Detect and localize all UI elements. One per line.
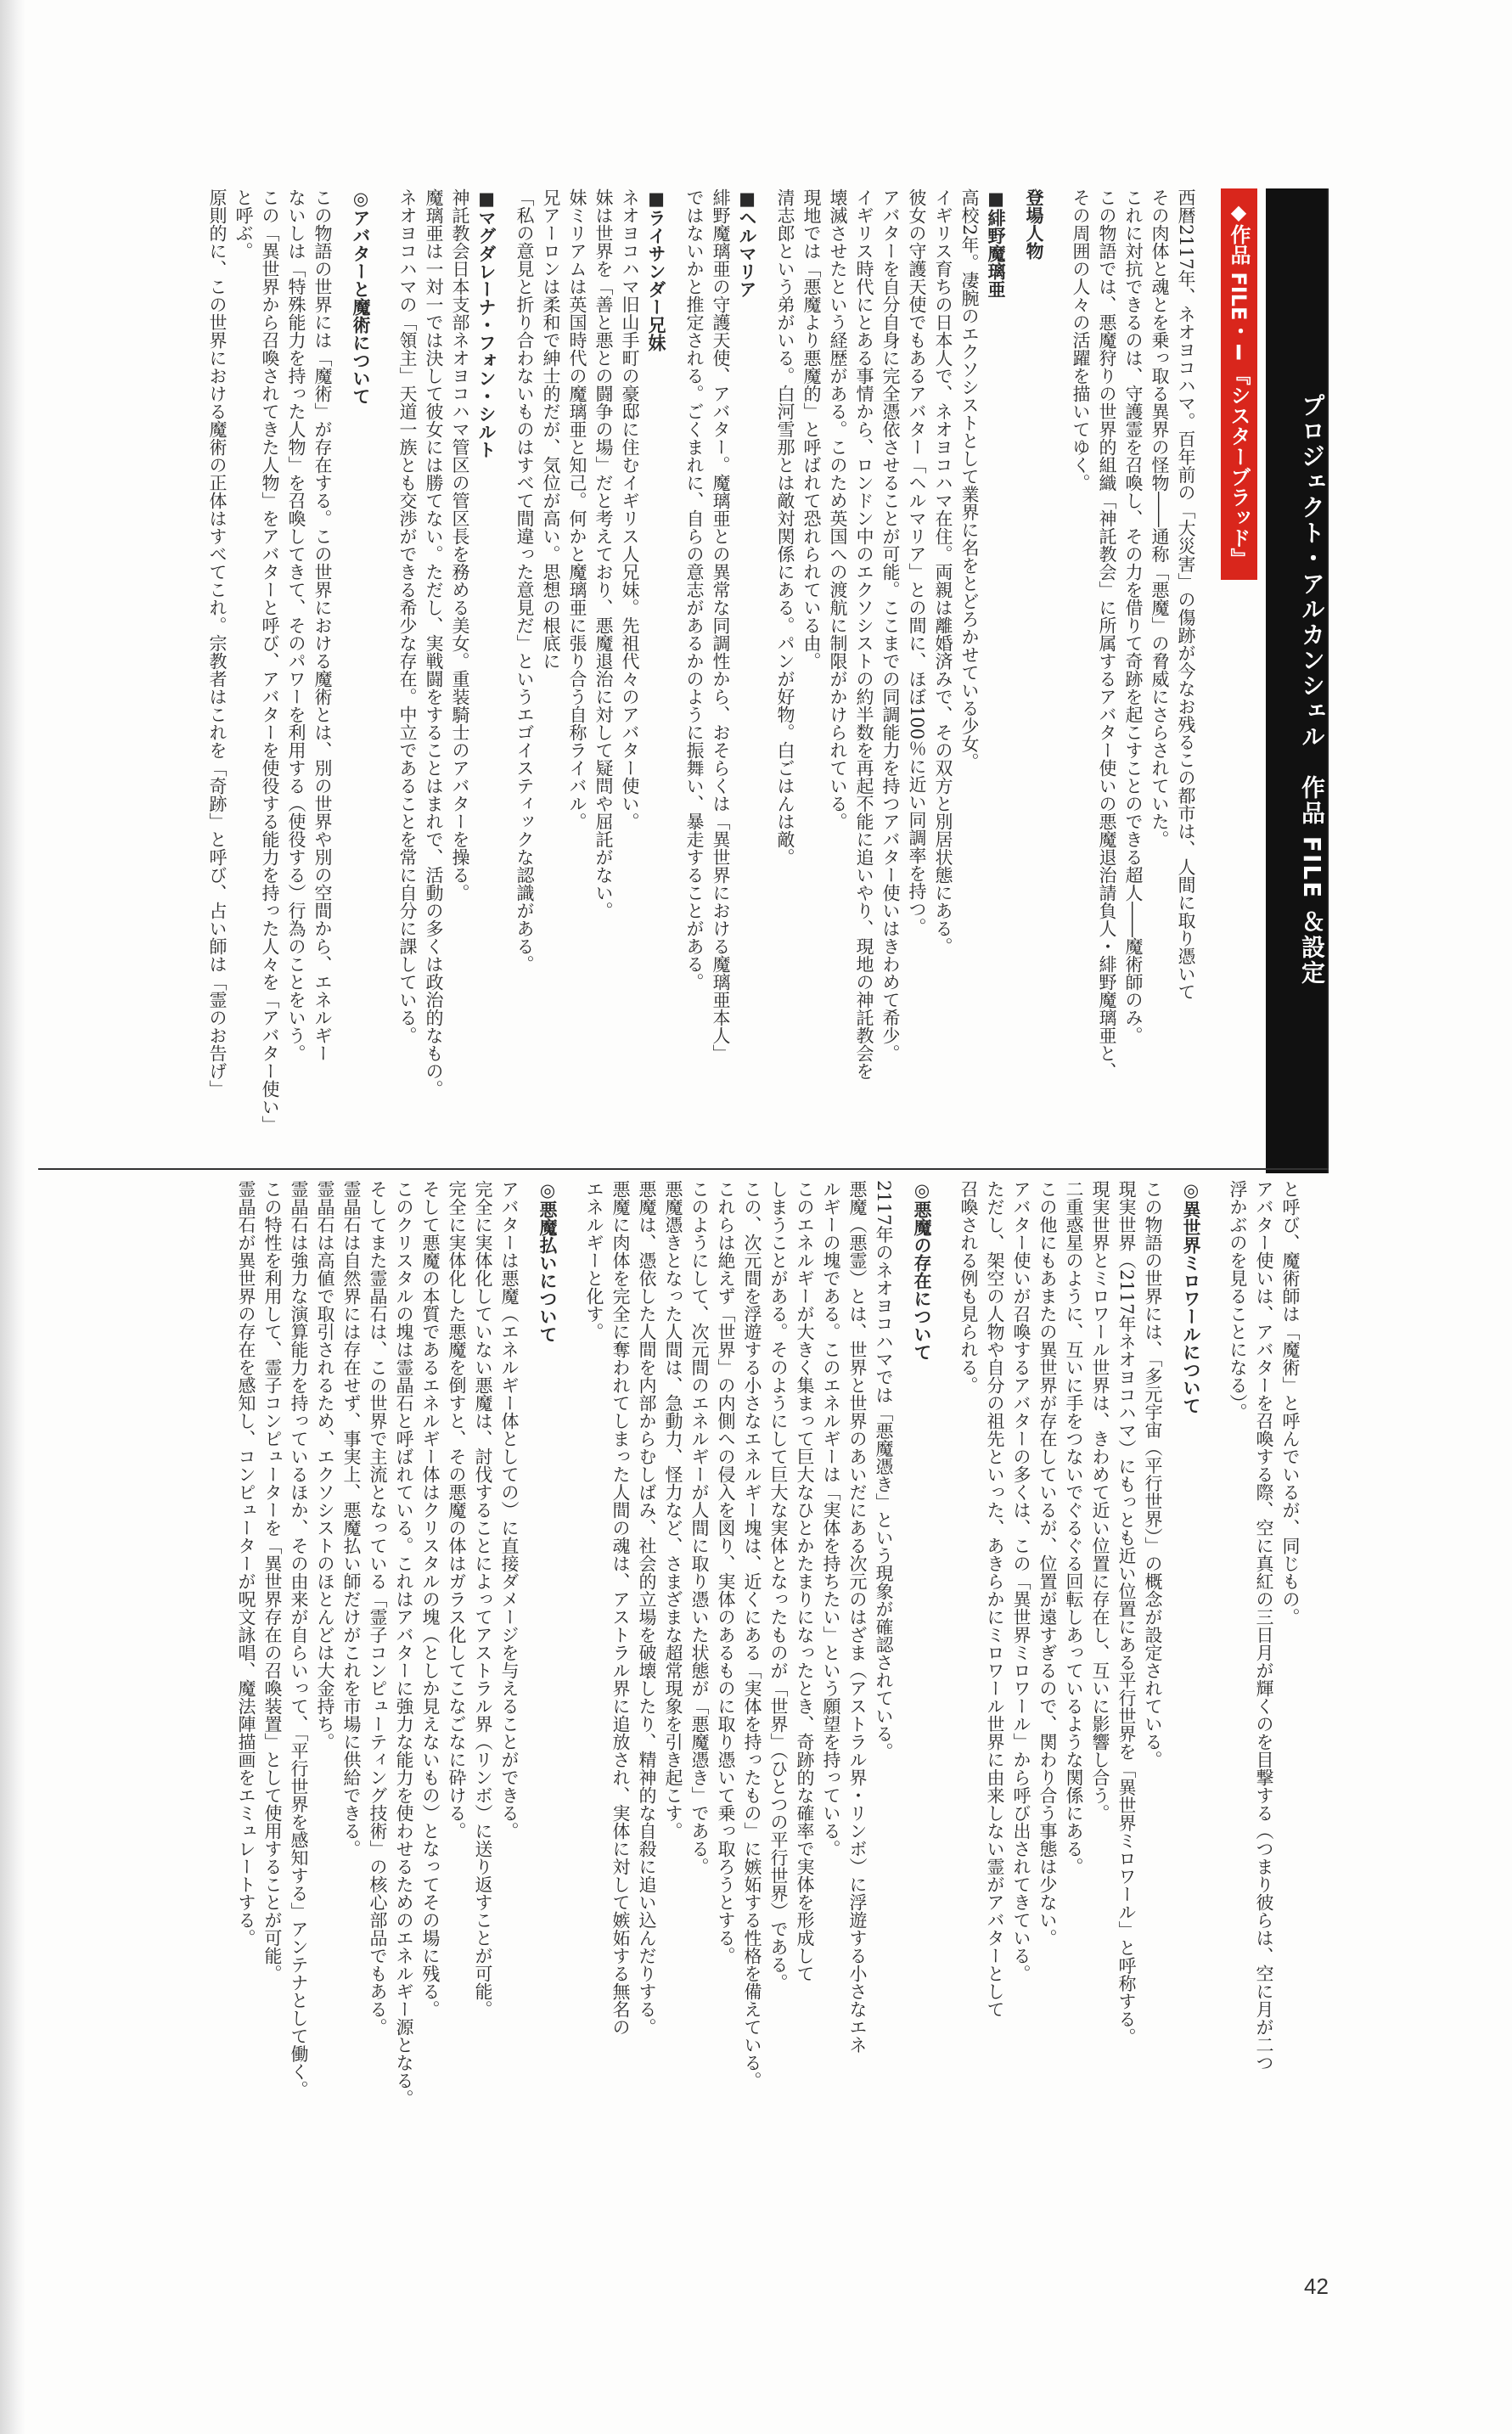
top-section	[38, 188, 1329, 1173]
demon-line: この、次元間を浮遊する小さなエネルギー塊は、近くにある「実体を持ったもの」に嫉妬する性格を備えている。	[742, 1180, 762, 2089]
character-line: 「私の意見と折り合わないものはすべて間違った意見だ」というエゴイスティックな認識がある。	[514, 188, 535, 973]
avatar-line: と呼ぶ。	[233, 188, 254, 260]
continued-line: アバター使いは、アバターを召喚する際、空に真紅の三日月が輝くのを目撃する（つまり彼らは、空に月が二つ	[1254, 1180, 1274, 2071]
character-line: 清志郎という弟がいる。白河雪那とは敵対関係にある。パンが好物。白ごはんは敵。	[775, 188, 795, 866]
exorcism-line: 完全に実体化していない悪魔は、討伐することによってアストラル界（リンボ）に送り返すことが可能。	[473, 1180, 493, 2018]
exorcism-line: そしてまた霊晶石は、この世界で主流となっている「霊子コンピューティング技術」の核心部品でもある。	[368, 1180, 388, 2036]
exorcism-line: このクリスタルの塊は霊晶石と呼ばれている。これはアバターに強力な能力を使わせるためのエネルギー源となる。	[394, 1180, 414, 2107]
demon-heading: ◎悪魔の存在について	[912, 1180, 932, 1361]
characters-heading: 登場人物	[1024, 188, 1044, 260]
exorcism-line: 霊晶石は自然界には存在せず、事実上、悪魔払い師だけがこれを市場に供給できる。	[341, 1180, 362, 1858]
demon-line: 2117年のネオヨコハマでは「悪魔憑き」という現象が確認されている。	[874, 1180, 894, 1761]
demon-line: ルギーの塊である。このエネルギーは「実体を持ちたい」という願望を持っている。	[821, 1180, 841, 1858]
intro-line: 西暦2117年、ネオヨコハマ。百年前の「大災害」の傷跡が今なお残るこの都市は、人間に取り憑いて	[1176, 188, 1196, 1001]
section-header	[1266, 188, 1329, 1173]
mirowall-line: 召喚される例も見られる。	[958, 1180, 979, 1394]
character-name: ■ヘルマリア	[737, 188, 757, 298]
exorcism-heading: ◎悪魔払いについて	[537, 1180, 558, 1343]
demon-line: しまうことがある。そのようにして巨大な実体となったものが「世界」（ひとつの平行世界）である。	[768, 1180, 789, 1992]
work-file-tag: ◆作品 FILE・Ⅰ『シスターブラッド』	[1221, 188, 1257, 580]
character-name: ■緋野魔璃亜	[986, 188, 1006, 298]
bottom-columns	[233, 1180, 1303, 2207]
intro-line: この物語では、悪魔狩りの世界的組織「神託教会」に所属するアバター使いの悪魔退治請負人・緋野魔璃亜と、	[1097, 188, 1117, 1080]
character-line: 高校2年。凄腕のエクソシストとして業界に名をとどろかせている少女。	[959, 188, 980, 771]
character-line: 壊滅させたという経歴がある。このため英国への渡航に制限がかけられている。	[828, 188, 848, 830]
demon-line: 悪魔憑きとなった人間は、急動力、怪力など、さまざまな超常現象を引き起こす。	[663, 1180, 683, 1840]
section-divider	[38, 1168, 1329, 1170]
demon-line: このエネルギーが大きく集まって巨大なひとかたまりになったとき、奇跡的な確率で実体を形成して	[795, 1180, 815, 1982]
mirowall-line: ただし、架空の人物や自分の祖先といった、あきらかにミロワール世界に由来しない霊がアバターとして	[985, 1180, 1005, 2018]
character-name: ■マグダレーナ・フォン・シルト	[476, 188, 497, 458]
avatar-line: 原則的に、この世界における魔術の正体はすべてこれ。宗教者はこれを「奇跡」と呼び、占い師は「霊のお告げ」	[207, 188, 228, 1098]
intro-line: その周囲の人々の活躍を描いてゆく。	[1071, 188, 1091, 492]
demon-line: エネルギーと化す。	[584, 1180, 604, 1341]
character-line: 神託教会日本支部ネオヨコハマ管区の管区長を務める美女。重装騎士のアバターを操る。	[450, 188, 470, 902]
intro-line: その肉体と魂とを乗っ取る異界の怪物――通称「悪魔」の脅威にさらされていた。	[1149, 188, 1170, 848]
character-name: ■ライサンダー兄妹	[646, 188, 666, 351]
mirowall-line: 現実世界（2117年ネオヨコハマ）にもっとも近い位置にある平行世界を「異世界ミロワール」と呼称する。	[1116, 1180, 1137, 2046]
character-line: 妹ミリアムは英国時代の魔璃亜と知己。何かと魔璃亜に張り合う自称ライバル。	[567, 188, 587, 830]
character-line: 現地では「悪魔より悪魔的」と呼ばれて恐れられている由。	[801, 188, 822, 670]
demon-line: これらは絶えず「世界」の内側への侵入を図り、実体のあるものに取り憑いて乗っ取ろうとする。	[716, 1180, 736, 1965]
mirowall-line: 現実世界とミロワール世界は、きわめて近い位置に存在し、互いに影響し合う。	[1090, 1180, 1110, 1822]
continued-line: と呼び、魔術師は「魔術」と呼んでいるが、同じもの。	[1280, 1180, 1301, 1626]
character-line: ではないかと推定される。ごくまれに、自らの意志があるかのように振舞い、暴走することがある。	[684, 188, 705, 991]
mirowall-heading: ◎異世界ミロワールについて	[1181, 1180, 1201, 1414]
character-line: 兄アーロンは柔和で紳士的だが、気位が高い。思想の根底に	[541, 188, 561, 670]
mirowall-line: 二重惑星のように、互いに手をつないでぐるぐる回転しあっているような関係にある。	[1064, 1180, 1084, 1875]
exorcism-line: 完全に実体化した悪魔を倒すと、その悪魔の体はガラス化してこなごなに砕ける。	[447, 1180, 467, 1840]
avatar-line: ないしは「特殊能力を持った人物」を召喚してきて、そのパワーを利用する（使役する）行為のことをいう。	[286, 188, 306, 1062]
avatar-line: この「異世界から召喚されてきた人物」をアバターと呼び、アバターを使役する能力を持った人々を「アバター使い」	[260, 188, 280, 1133]
header-title: プロジェクト・アルカンシェル 作品 FILE ＆設定	[1298, 392, 1326, 986]
character-line: 魔璃亜は一対一では決して彼女には勝てない。ただし、実戦闘をすることはまれで、活動の多くは政治的なもの。	[424, 188, 444, 1098]
character-line: ネオヨコハマの「領主」天道一族とも交渉ができる希少な存在。中立であることを常に自分に課している。	[397, 188, 418, 1044]
demon-line: 悪魔に肉体を完全に奪われてしまった人間の魂は、アストラル界に追放され、実体に対して嫉妬する無名の	[610, 1180, 631, 2036]
page-number: 42	[1304, 2274, 1329, 2299]
character-line: イギリス育ちの日本人で、ネオヨコハマ在住。両親は離婚済みで、その双方と別居状態にある。	[933, 188, 953, 955]
exorcism-line: 霊晶石が異世界の存在を感知し、コンピューターが呪文詠唱、魔法陣描画をエミュレートする。	[236, 1180, 256, 1947]
mirowall-line: この物語の世界には、「多元宇宙（平行世界）」の概念が設定されている。	[1143, 1180, 1163, 1768]
top-columns	[204, 188, 1257, 1173]
avatar-heading: ◎アバターと魔術について	[351, 188, 371, 405]
character-line: イギリス時代にとある事情から、ロンドン中のエクソシストの約半数を再起不能に追いやり、現地の神託教会を	[854, 188, 874, 1080]
exorcism-line: アバターは悪魔（エネルギー体としての）に直接ダメージを与えることができる。	[499, 1180, 520, 1840]
exorcism-line: そして悪魔の本質であるエネルギー体はクリスタルの塊（としか見えないもの）となってその場に残る。	[420, 1180, 441, 2018]
mirowall-line: この他にもあまたの異世界が存在しているが、位置が遠すぎるので、関わり合う事態は少ない。	[1037, 1180, 1058, 1947]
header-rule	[1327, 188, 1329, 1173]
demon-line: このようにして、次元間のエネルギーが人間に取り憑いた状態が「悪魔憑き」である。	[689, 1180, 710, 1875]
spine-shadow	[0, 0, 25, 2434]
exorcism-line: 霊晶石は強力な演算能力を持っているほか、その由来が自らいって、「平行世界を感知する」アンテナとして働く。	[289, 1180, 309, 2099]
mirowall-line: アバター使いが召喚するアバターの多くは、この「異世界ミロワール」から呼び出されてきている。	[1011, 1180, 1031, 1982]
character-line: ネオヨコハマ旧山手町の豪邸に住むイギリス人兄妹。先祖代々のアバター使い。	[620, 188, 640, 830]
exorcism-line: この特性を利用して、霊子コンピューターを「異世界存在の召喚装置」として使用することが可能。	[262, 1180, 283, 1982]
character-line: 緋野魔璃亜の守護天使、アバター。魔璃亜との異常な同調性から、おそらくは「異世界における魔璃亜本人」	[711, 188, 731, 1062]
character-line: アバターを自分自身に完全憑依させることが可能。ここまでの同調能力を持つアバター使いはきわめて希少。	[880, 188, 901, 1062]
demon-line: 悪魔は、憑依した人間を内部からむしばみ、社会的立場を破壊したり、精神的な自殺に追い込んだりする。	[637, 1180, 657, 2036]
character-line: 彼女の守護天使でもあるアバター「ヘルマリア」との間に、ほぼ100％に近い同調率を持つ。	[907, 188, 927, 936]
continued-line: 浮かぶのを見ることになる）。	[1228, 1180, 1248, 1421]
bottom-section	[38, 1180, 1329, 2207]
avatar-line: この物語の世界には「魔術」が存在する。この世界における魔術とは、別の世界や別の空間から、エネルギー	[312, 188, 333, 1062]
exorcism-line: 霊晶石は高値で取引されるため、エクソシストのほとんどは大金持ち。	[315, 1180, 335, 1751]
demon-line: 悪魔（悪霊）とは、世界と世界のあいだにある次元のはざま（アストラル界・リンボ）に浮遊する小さなエネ	[847, 1180, 868, 2054]
intro-line: これに対抗できるのは、守護霊を召喚し、その力を借りて奇跡を起こすことのできる超人――魔術師のみ。	[1123, 188, 1144, 1044]
character-line: 妹は世界を「善と悪との闘争の場」だと考えており、悪魔退治に対して疑問や屈託がない。	[593, 188, 614, 919]
